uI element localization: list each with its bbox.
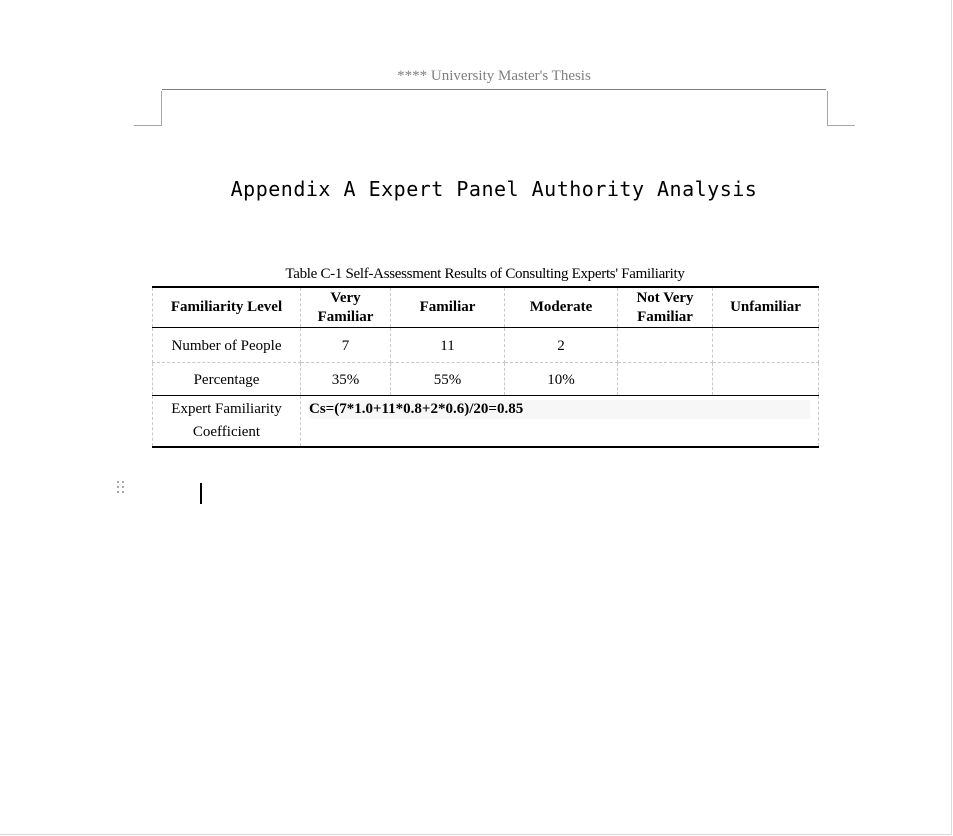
- coefficient-formula: Cs=(7*1.0+11*0.8+2*0.6)/20=0.85: [309, 400, 810, 419]
- table-cell[interactable]: [713, 328, 819, 363]
- table-cell[interactable]: 7: [301, 328, 391, 363]
- table-cell[interactable]: [713, 363, 819, 396]
- table-row: [153, 328, 819, 363]
- appendix-title[interactable]: Appendix A Expert Panel Authority Analysis: [230, 177, 758, 201]
- text-cursor: [200, 483, 202, 504]
- paragraph-drag-handle-icon[interactable]: [117, 481, 125, 495]
- table-cell[interactable]: 2: [505, 328, 618, 363]
- row-label-cell[interactable]: Number of People: [153, 328, 301, 363]
- header-cell[interactable]: Familiarity Level: [153, 287, 301, 328]
- header-cell[interactable]: Moderate: [505, 287, 618, 328]
- header-cell[interactable]: Unfamiliar: [713, 287, 819, 328]
- header-cell[interactable]: Very Familiar: [301, 287, 391, 328]
- familiarity-table[interactable]: [152, 286, 819, 448]
- header-rule: [162, 89, 826, 90]
- coefficient-label-cell[interactable]: Expert Familiarity Coefficient: [153, 396, 301, 448]
- table-cell[interactable]: 10%: [505, 363, 618, 396]
- table-cell[interactable]: 11: [391, 328, 505, 363]
- table-caption[interactable]: Table C-1 Self-Assessment Results of Consulting Experts' Familiarity: [285, 266, 685, 282]
- margin-corner-left: [134, 91, 162, 126]
- table-cell[interactable]: 35%: [301, 363, 391, 396]
- table-header-row: [153, 287, 819, 328]
- coefficient-formula-cell[interactable]: [301, 396, 819, 448]
- table-cell[interactable]: 55%: [391, 363, 505, 396]
- coefficient-row: [153, 396, 819, 448]
- table-cell[interactable]: [618, 328, 713, 363]
- header-cell[interactable]: Familiar: [391, 287, 505, 328]
- header-cell[interactable]: Not Very Familiar: [618, 287, 713, 328]
- margin-corner-right: [827, 91, 855, 126]
- row-label-cell[interactable]: Percentage: [153, 363, 301, 396]
- page-header: **** University Master's Thesis: [397, 68, 591, 84]
- table-cell[interactable]: [618, 363, 713, 396]
- table-row: [153, 363, 819, 396]
